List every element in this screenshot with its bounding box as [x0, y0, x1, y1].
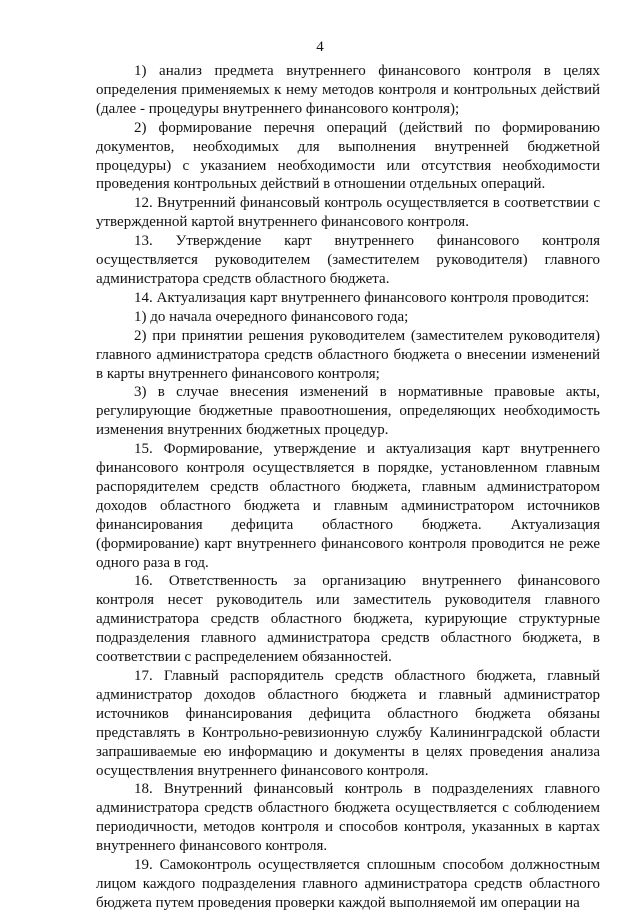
document-body [96, 62, 600, 913]
paragraph-clause-14-item-1: 1) до начала очередного финансового года; [134, 308, 409, 325]
paragraph-clause-14-item-3: 3) в случае внесения изменений в нормативные правовые акты, регулирующие бюджетные правоотношения, определяющих необходимость изменения внутренних бюджетных процедур. [96, 384, 600, 439]
paragraph-clause-17: 17. Главный распорядитель средств областного бюджета, главный администратор доходов областного бюджета и главный администратор источников финансирования дефицита областного бюджета обязаны представлять в Контрольно-ревизионную службу Калининградской области запрашиваемые ею информацию и документы в целях проведения анализа осуществления внутреннего финансового контроля. [96, 668, 600, 779]
paragraph-clause-13: 13. Утверждение карт внутреннего финансового контроля осуществляется руководителем (заместителем руководителя) главного администратора средств областного бюджета. [96, 233, 600, 287]
paragraph-clause-19: 19. Самоконтроль осуществляется сплошным способом должностным лицом каждого подразделения главного администратора средств областного бюджета путем проведения проверки каждой выполняемой им операции на [96, 857, 600, 911]
paragraph-2-operations-list: 2) формирование перечня операций (действий по формированию документов, необходимых для выполнения внутренней бюджетной процедуры) с указанием необходимости или отсутствия необходимости проведения контрольных действий в отношении отдельных операций. [96, 119, 600, 193]
paragraph-clause-14-item-2: 2) при принятии решения руководителем (заместителем руководителя) главного администратора средств областного бюджета о внесении изменений в карты внутреннего финансового контроля; [96, 327, 600, 382]
paragraph-clause-12: 12. Внутренний финансовый контроль осуществляется в соответствии с утвержденной картой внутреннего финансового контроля. [96, 195, 600, 231]
page-number: 4 [316, 39, 324, 55]
paragraph-clause-15: 15. Формирование, утверждение и актуализация карт внутреннего финансового контроля осуществляется в порядке, установленном главным распорядителем средств областного бюджета, главным администратором доходов областного бюджета и главным администратором источников финансирования дефицита областного бюджета. Актуализация (формирование) карт внутреннего финансового контроля проводится не реже одного раза в год. [96, 441, 600, 571]
paragraph-clause-14: 14. Актуализация карт внутреннего финансового контроля проводится: [134, 289, 590, 306]
paragraph-1-analysis: 1) анализ предмета внутреннего финансового контроля в целях определения применяемых к нему методов контроля и контрольных действий (далее - процедуры внутреннего финансового контроля); [96, 63, 600, 117]
paragraph-clause-16: 16. Ответственность за организацию внутреннего финансового контроля несет руководитель или заместитель руководителя главного администратора средств областного бюджета, курирующие структурные подразделения главного администратора средств областного бюджета, в соответствии с распределением обязанностей. [96, 573, 600, 666]
paragraph-clause-18: 18. Внутренний финансовый контроль в подразделениях главного администратора средств областного бюджета осуществляется с соблюдением периодичности, методов контроля и способов контроля, указанных в картах внутреннего финансового контроля. [96, 781, 600, 855]
